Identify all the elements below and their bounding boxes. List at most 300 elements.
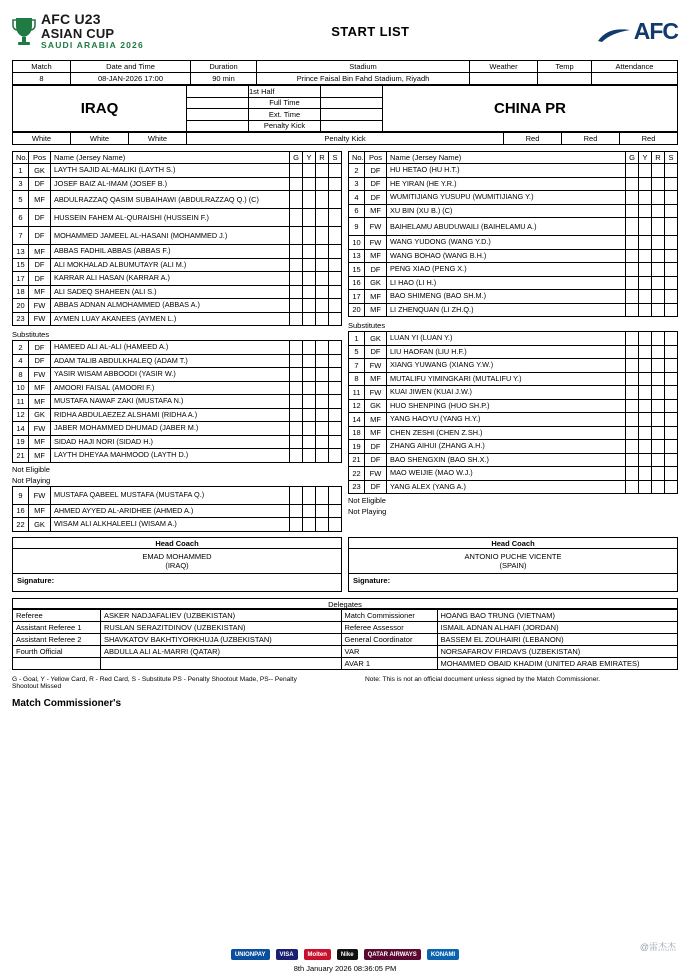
player-name: JABER MOHAMMED DHUMAD (JABER M.): [51, 422, 290, 436]
value-attendance: [592, 73, 678, 85]
player-name: KUAI JIWEN (KUAI J.W.): [387, 386, 626, 400]
goals-cell: [626, 332, 639, 346]
value-datetime: 08-JAN-2026 17:00: [71, 73, 191, 85]
substitute-cell: [665, 426, 678, 440]
away-coach-name: ANTONIO PUCHE VICENTE: [464, 551, 562, 561]
player-name: ADAM TALIB ABDULKHALEQ (ADAM T.): [51, 354, 290, 368]
player-position: DF: [365, 453, 387, 467]
match-info-table: [12, 60, 678, 85]
substitute-cell: [329, 504, 342, 518]
red-card-cell: [652, 467, 665, 481]
substitute-cell: [665, 372, 678, 386]
player-number: 18: [13, 285, 29, 299]
goals-cell: [626, 303, 639, 317]
substitute-cell: [329, 299, 342, 313]
away-lineup: [348, 151, 678, 532]
player-position: DF: [365, 440, 387, 454]
table-row: [13, 299, 342, 313]
yellow-card-cell: [639, 440, 652, 454]
table-row: [349, 372, 678, 386]
delegate-row: [13, 633, 678, 645]
red-card-cell: [652, 249, 665, 263]
sponsor-logo: Nike: [337, 949, 358, 960]
delegate-role-left: Fourth Official: [13, 645, 101, 657]
sponsor-logo: UNIONPAY: [231, 949, 270, 960]
substitute-cell: [329, 435, 342, 449]
red-card-cell: [652, 453, 665, 467]
kit-colours-table: [12, 132, 678, 145]
player-name: XIANG YUWANG (XIANG Y.W.): [387, 359, 626, 373]
player-number: 5: [13, 191, 29, 209]
table-row: [349, 303, 678, 317]
player-number: 11: [349, 386, 365, 400]
substitute-cell: [665, 249, 678, 263]
document-header: [12, 8, 678, 54]
delegate-role-right: AVAR 1: [341, 657, 437, 669]
value-temp: [538, 73, 592, 85]
delegates-section: [12, 598, 678, 670]
goals-cell: [290, 258, 303, 272]
yellow-card-cell: [639, 480, 652, 494]
delegate-role-right: Referee Assessor: [341, 621, 437, 633]
player-position: MF: [29, 245, 51, 259]
player-number: 18: [349, 426, 365, 440]
col-datetime: Date and Time: [71, 61, 191, 73]
player-position: MF: [29, 449, 51, 463]
goals-cell: [290, 518, 303, 532]
goals-cell: [290, 341, 303, 355]
yellow-card-cell: [639, 236, 652, 250]
delegate-person-right: ISMAIL ADNAN ALHAFI (JORDAN): [437, 621, 678, 633]
home-coach-country: (IRAQ): [165, 560, 189, 570]
goals-cell: [290, 299, 303, 313]
red-card-cell: [316, 486, 329, 504]
red-card-cell: [652, 480, 665, 494]
player-number: 4: [349, 191, 365, 205]
table-row: [349, 345, 678, 359]
player-position: DF: [365, 164, 387, 178]
substitute-cell: [665, 399, 678, 413]
table-row: [349, 399, 678, 413]
substitute-cell: [329, 381, 342, 395]
player-name: MUSTAFA QABEEL MUSTAFA (MUSTAFA Q.): [51, 486, 290, 504]
goals-cell: [626, 218, 639, 236]
substitute-cell: [329, 368, 342, 382]
player-number: 12: [13, 408, 29, 422]
substitute-cell: [329, 177, 342, 191]
yellow-card-cell: [303, 227, 316, 245]
afc-wordmark: AFC: [633, 17, 678, 44]
goals-cell: [626, 372, 639, 386]
table-row: [13, 449, 342, 463]
red-card-cell: [652, 164, 665, 178]
home-kit-3: White: [129, 133, 187, 145]
yellow-card-cell: [639, 413, 652, 427]
away-team-name: CHINA PR: [383, 86, 678, 132]
goals-cell: [626, 263, 639, 277]
player-number: 7: [349, 359, 365, 373]
hdr-g: G: [290, 152, 303, 164]
player-number: 3: [13, 177, 29, 191]
goals-cell: [290, 504, 303, 518]
player-name: ABBAS FADHIL ABBAS (ABBAS F.): [51, 245, 290, 259]
substitute-cell: [329, 395, 342, 409]
red-card-cell: [652, 372, 665, 386]
yellow-card-cell: [639, 426, 652, 440]
goals-cell: [290, 245, 303, 259]
player-number: 20: [349, 303, 365, 317]
delegate-person-left: RUSLAN SERAZITDINOV (UZBEKISTAN): [101, 621, 342, 633]
table-row: [349, 204, 678, 218]
teams-score-table: [12, 85, 678, 132]
goals-cell: [290, 272, 303, 286]
player-position: GK: [29, 518, 51, 532]
substitute-cell: [329, 518, 342, 532]
match-info-header-row: [13, 61, 678, 73]
player-position: GK: [365, 276, 387, 290]
player-number: 13: [13, 245, 29, 259]
yellow-card-cell: [639, 263, 652, 277]
value-stadium: Prince Faisal Bin Fahd Stadium, Riyadh: [257, 73, 470, 85]
goals-cell: [626, 413, 639, 427]
home-coach-name: EMAD MOHAMMED: [142, 551, 212, 561]
player-name: LI HAO (LI H.): [387, 276, 626, 290]
col-match: Match: [13, 61, 71, 73]
red-card-cell: [316, 449, 329, 463]
player-number: 2: [349, 164, 365, 178]
player-number: 13: [349, 249, 365, 263]
substitute-cell: [329, 422, 342, 436]
col-weather: Weather: [470, 61, 538, 73]
penalty-kick-center-label: Penalty Kick: [187, 133, 504, 145]
red-card-cell: [316, 272, 329, 286]
hdr-pos: Pos: [365, 152, 387, 164]
value-match: 8: [13, 73, 71, 85]
table-row: [349, 164, 678, 178]
home-coach-box: [12, 537, 342, 592]
trophy-icon: [12, 16, 36, 46]
player-name: HUO SHENPING (HUO SH.P.): [387, 399, 626, 413]
goals-cell: [290, 227, 303, 245]
red-card-cell: [316, 227, 329, 245]
player-number: 10: [13, 381, 29, 395]
red-card-cell: [316, 504, 329, 518]
away-not-eligible-label: Not Eligible: [348, 496, 386, 505]
yellow-card-cell: [639, 249, 652, 263]
player-number: 22: [13, 518, 29, 532]
player-number: 21: [349, 453, 365, 467]
red-card-cell: [652, 399, 665, 413]
yellow-card-cell: [639, 290, 652, 304]
yellow-card-cell: [639, 191, 652, 205]
player-position: MF: [365, 426, 387, 440]
table-row: [13, 177, 342, 191]
delegate-role-left: Assistant Referee 1: [13, 621, 101, 633]
value-duration: 90 min: [191, 73, 257, 85]
player-position: DF: [365, 191, 387, 205]
player-number: 9: [13, 486, 29, 504]
logo-line2: ASIAN CUP: [41, 26, 115, 42]
away-signature-field[interactable]: Signature:: [348, 574, 678, 592]
red-card-cell: [316, 209, 329, 227]
player-position: MF: [365, 204, 387, 218]
yellow-card-cell: [639, 372, 652, 386]
player-name: AMOORI FAISAL (AMOORI F.): [51, 381, 290, 395]
player-position: GK: [365, 332, 387, 346]
substitute-cell: [329, 341, 342, 355]
red-card-cell: [316, 435, 329, 449]
player-position: FW: [365, 218, 387, 236]
table-row: [349, 480, 678, 494]
away-kit-1: Red: [504, 133, 562, 145]
yellow-card-cell: [303, 177, 316, 191]
legend-row: [12, 676, 678, 690]
player-number: 15: [349, 263, 365, 277]
player-position: MF: [365, 290, 387, 304]
afc-u23-asian-cup-logo: [12, 12, 144, 49]
goals-cell: [626, 426, 639, 440]
player-name: AYMEN LUAY AKANEES (AYMEN L.): [51, 312, 290, 326]
goals-cell: [626, 345, 639, 359]
player-number: 4: [13, 354, 29, 368]
table-row: [349, 359, 678, 373]
player-position: MF: [29, 285, 51, 299]
player-position: MF: [29, 191, 51, 209]
player-position: DF: [29, 209, 51, 227]
sponsor-logo: Molten: [304, 949, 331, 960]
delegates-table: [12, 609, 678, 670]
goals-cell: [290, 191, 303, 209]
yellow-card-cell: [303, 486, 316, 504]
player-position: MF: [29, 435, 51, 449]
goals-cell: [626, 480, 639, 494]
yellow-card-cell: [303, 518, 316, 532]
goals-cell: [290, 435, 303, 449]
substitute-cell: [665, 236, 678, 250]
home-signature-field[interactable]: Signature:: [12, 574, 342, 592]
table-row: [13, 486, 342, 504]
home-kit-1: White: [13, 133, 71, 145]
goals-cell: [626, 440, 639, 454]
table-row: [13, 245, 342, 259]
away-starters-header: [349, 152, 678, 164]
coaches-container: [12, 537, 678, 592]
player-name: XU BIN (XU B.) (C): [387, 204, 626, 218]
player-name: WISAM ALI ALKHALEELI (WISAM A.): [51, 518, 290, 532]
table-row: [13, 435, 342, 449]
player-name: RIDHA ABDULAEZEZ ALSHAMI (RIDHA A.): [51, 408, 290, 422]
hdr-r: R: [316, 152, 329, 164]
afc-swoosh-icon: [597, 23, 631, 39]
hdr-s: S: [329, 152, 342, 164]
delegate-person-right: NORSAFAROV FIRDAVS (UZBEKISTAN): [437, 645, 678, 657]
yellow-card-cell: [639, 177, 652, 191]
table-row: [13, 227, 342, 245]
red-card-cell: [316, 395, 329, 409]
player-number: 6: [13, 209, 29, 227]
yellow-card-cell: [303, 191, 316, 209]
delegate-person-left: ASKER NADJAFALIEV (UZBEKISTAN): [101, 609, 342, 621]
table-row: [13, 341, 342, 355]
hdr-y: Y: [639, 152, 652, 164]
goals-cell: [626, 399, 639, 413]
substitute-cell: [329, 449, 342, 463]
col-temp: Temp: [538, 61, 592, 73]
table-row: [349, 263, 678, 277]
away-substitutes-label: Substitutes: [348, 321, 386, 330]
away-coach-country: (SPAIN): [499, 560, 527, 570]
home-starters-table: [12, 151, 342, 326]
substitute-cell: [665, 440, 678, 454]
goals-cell: [290, 285, 303, 299]
yellow-card-cell: [303, 272, 316, 286]
red-card-cell: [316, 354, 329, 368]
delegate-row: [13, 621, 678, 633]
delegate-row: [13, 657, 678, 669]
hdr-pos: Pos: [29, 152, 51, 164]
table-row: [13, 191, 342, 209]
player-name: YASIR WISAM ABBOODI (YASIR W.): [51, 368, 290, 382]
away-head-coach-label: Head Coach: [348, 537, 678, 548]
goals-cell: [290, 209, 303, 227]
red-card-cell: [316, 245, 329, 259]
player-number: 12: [349, 399, 365, 413]
player-position: DF: [365, 263, 387, 277]
goals-cell: [626, 204, 639, 218]
substitute-cell: [329, 312, 342, 326]
player-position: MF: [29, 381, 51, 395]
delegate-person-left: [101, 657, 342, 669]
player-position: MF: [365, 249, 387, 263]
substitute-cell: [665, 204, 678, 218]
player-number: 10: [349, 236, 365, 250]
player-number: 3: [349, 177, 365, 191]
player-number: 17: [349, 290, 365, 304]
yellow-card-cell: [303, 449, 316, 463]
red-card-cell: [316, 408, 329, 422]
player-name: BAIHELAMU ABUDUWAILI (BAIHELAMU A.): [387, 218, 626, 236]
substitute-cell: [329, 209, 342, 227]
player-name: YANG ALEX (YANG A.): [387, 480, 626, 494]
document-note: Note: This is not an official document unless signed by the Match Commissioner.: [364, 675, 601, 683]
yellow-card-cell: [639, 276, 652, 290]
table-row: [13, 272, 342, 286]
player-name: LI ZHENQUAN (LI ZH.Q.): [387, 303, 626, 317]
yellow-card-cell: [303, 164, 316, 178]
yellow-card-cell: [639, 332, 652, 346]
yellow-card-cell: [303, 209, 316, 227]
player-number: 6: [349, 204, 365, 218]
player-position: DF: [29, 177, 51, 191]
substitute-cell: [665, 218, 678, 236]
substitute-cell: [665, 467, 678, 481]
match-info-value-row: [13, 73, 678, 85]
home-team-name: IRAQ: [13, 86, 187, 132]
yellow-card-cell: [303, 299, 316, 313]
home-substitutes-label: Substitutes: [12, 330, 50, 339]
period-label-ext-time: Ext. Time: [249, 109, 321, 121]
player-number: 17: [13, 272, 29, 286]
table-row: [349, 467, 678, 481]
delegate-role-left: Assistant Referee 2: [13, 633, 101, 645]
substitute-cell: [665, 359, 678, 373]
player-position: GK: [29, 164, 51, 178]
delegate-person-right: BASSEM EL ZOUHAIRI (LEBANON): [437, 633, 678, 645]
player-name: WANG BOHAO (WANG B.H.): [387, 249, 626, 263]
player-name: PENG XIAO (PENG X.): [387, 263, 626, 277]
player-name: LUAN YI (LUAN Y.): [387, 332, 626, 346]
player-name: BAO SHIMENG (BAO SH.M.): [387, 290, 626, 304]
yellow-card-cell: [639, 303, 652, 317]
player-position: DF: [29, 354, 51, 368]
table-row: [13, 422, 342, 436]
player-name: ALI SADEQ SHAHEEN (ALI S.): [51, 285, 290, 299]
yellow-card-cell: [303, 435, 316, 449]
player-position: GK: [29, 408, 51, 422]
home-head-coach-label: Head Coach: [12, 537, 342, 548]
watermark: @雷杰杰: [639, 942, 676, 952]
player-name: ZHANG AIHUI (ZHANG A.H.): [387, 440, 626, 454]
player-name: LIU HAOFAN (LIU H.F.): [387, 345, 626, 359]
delegate-role-left: [13, 657, 101, 669]
substitute-cell: [329, 285, 342, 299]
player-position: DF: [29, 258, 51, 272]
red-card-cell: [652, 359, 665, 373]
player-number: 23: [13, 312, 29, 326]
red-card-cell: [652, 345, 665, 359]
hdr-y: Y: [303, 152, 316, 164]
goals-cell: [626, 359, 639, 373]
goals-cell: [626, 453, 639, 467]
delegate-person-right: MOHAMMED OBAID KHADIM (UNITED ARAB EMIRATES): [437, 657, 678, 669]
substitute-cell: [329, 258, 342, 272]
goals-cell: [290, 381, 303, 395]
table-row: [349, 426, 678, 440]
player-position: FW: [29, 299, 51, 313]
player-name: LAYTH SAJID AL-MALIKI (LAYTH S.): [51, 164, 290, 178]
table-row: [349, 290, 678, 304]
logo-line3: SAUDI ARABIA 2026: [41, 39, 144, 50]
document-footer: [0, 949, 690, 973]
hdr-name: Name (Jersey Name): [387, 152, 626, 164]
table-row: [349, 413, 678, 427]
afc-logo: [597, 18, 678, 45]
player-position: MF: [29, 504, 51, 518]
red-card-cell: [652, 332, 665, 346]
substitute-cell: [665, 480, 678, 494]
period-label-full-time: Full Time: [249, 97, 321, 109]
player-position: MF: [365, 413, 387, 427]
away-substitutes-table: [348, 331, 678, 494]
table-row: [349, 191, 678, 205]
delegate-row: [13, 609, 678, 621]
player-number: 1: [13, 164, 29, 178]
player-name: HAMEED ALI AL-ALI (HAMEED A.): [51, 341, 290, 355]
player-name: MOHAMMED JAMEEL AL-HASANI (MOHAMMED J.): [51, 227, 290, 245]
player-number: 21: [13, 449, 29, 463]
table-row: [349, 236, 678, 250]
player-position: DF: [29, 227, 51, 245]
goals-cell: [290, 368, 303, 382]
player-position: DF: [365, 480, 387, 494]
substitute-cell: [665, 191, 678, 205]
yellow-card-cell: [639, 386, 652, 400]
red-card-cell: [652, 440, 665, 454]
red-card-cell: [652, 413, 665, 427]
substitute-cell: [329, 486, 342, 504]
goals-cell: [626, 249, 639, 263]
table-row: [13, 518, 342, 532]
